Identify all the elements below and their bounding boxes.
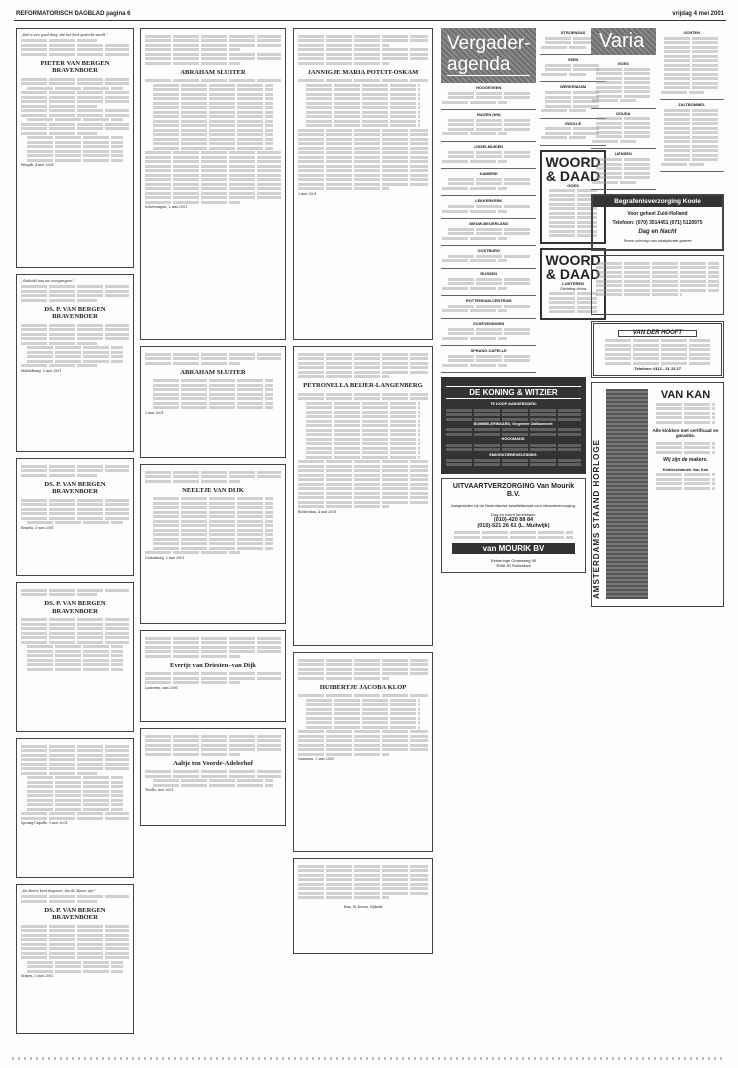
small-ads	[591, 255, 724, 315]
list-item: ZALTBOMMEL	[660, 100, 725, 172]
koning-witzier-ad: DE KONING & WITZIER TE KOOP AANGEBODEN: BOMMELERWAARD, Ongeveer Zaltbommel: HOOGMADE: EMIGRATIEBEGELEIDING:	[441, 377, 586, 474]
woord-en-daad-ad-lunteren: WOORD & DAAD LUNTEREN Stichting Hoha	[540, 248, 605, 320]
notice-10	[140, 630, 286, 722]
notice-place: Culemborg, 2 mei 2001	[145, 555, 185, 560]
notice-name: DS. P. VAN BERGEN BRAVENBOER	[44, 305, 106, 320]
notice-place: Lunteren, mei 2001	[145, 685, 179, 690]
notice-8	[140, 346, 286, 458]
notice-name: HUIBERTJE JACOBA KLOP	[319, 683, 407, 691]
notice-6	[16, 884, 134, 1034]
notice-name: DS. P. VAN BERGEN BRAVENBOER	[44, 600, 106, 615]
notice-place: 2 mei 2001	[145, 410, 164, 415]
notice-13	[293, 346, 433, 646]
list-item: NIEUW-BEIJERLAND	[441, 219, 536, 246]
clock-photo	[606, 389, 648, 599]
notice-quote: „Gedenkt aan uw voorgangers."	[21, 279, 75, 283]
notice-name: DS. P. VAN BERGEN BRAVENBOER	[44, 480, 106, 495]
varia-column	[591, 28, 724, 1046]
page-footer-rule	[12, 1057, 726, 1060]
notice-2	[16, 274, 134, 452]
list-item: LIENDEN	[591, 149, 656, 190]
notice-name: ABRAHAM SLUITER	[180, 68, 246, 76]
notice-place: Strijen, 3 mei 2001	[21, 974, 54, 978]
list-item: ZWOLLE	[540, 119, 605, 146]
notice-name: Evertje van Driesten–van Dijk	[170, 661, 256, 669]
varia-banner: Varia	[591, 28, 656, 55]
notice-14	[293, 652, 433, 852]
notice-3	[16, 458, 134, 576]
list-item: OOSTBURG	[441, 246, 536, 269]
notices-column-2	[140, 28, 286, 1046]
woord-en-daad-ad-goes: WOORD & DAAD GOES	[540, 150, 605, 244]
list-item: IJSSELMUIDEN	[441, 142, 536, 169]
list-item: GOUDA	[591, 109, 656, 150]
list-item: SPRANG-CAPELLE	[441, 346, 536, 373]
van-kan-ad: AMSTERDAMS STAAND HORLOGE VAN KAN Alle klokken met certificaat en garantie. Wij zijn de makers. Klokkenfabriek Van Kan	[591, 382, 724, 607]
notice-place: 2 mei 2001	[298, 191, 317, 196]
varia-list	[591, 59, 656, 190]
list-item: ROTTERDAM-CENTRUM	[441, 296, 536, 319]
newspaper-name: REFORMATORISCH DAGBLAD pagina 6	[16, 11, 131, 17]
notice-name: DS. P. VAN BERGEN BRAVENBOER	[44, 906, 106, 921]
notice-quote: „Het is een goed ding, dat het hart gesterkt wordt."	[21, 33, 108, 37]
notice-place: Twello, mei 2001	[145, 788, 174, 792]
notice-12	[293, 28, 433, 340]
van-der-hooft-ad: VAN DER HOOFT Telefoon: 0113 - 31 13 17	[591, 321, 724, 378]
notice-place: Rotterdam, 4 mei 2001	[298, 509, 337, 514]
notice-place: Gameren, 2 mei 2001	[298, 757, 335, 761]
list-item: LEKKERKERK	[441, 196, 536, 219]
notice-4	[16, 582, 134, 732]
koole-ad: Begrafenisverzorging Koole Voor geheel Zuid-Holland Telefoon: (070) 3514451 (071) 5120975 Dag en Nacht Teven schroop van uitstijdonde granen	[591, 194, 724, 251]
van-mourik-ad: UITVAARTVERZORGING Van Mourik B.V. Aangesloten bij de Nederlandse kwaliteitsraad voor uitvaartverzorging. Dag en nacht bereikbaar: (010)-420 88 84 (010)-521 26 61 (L. Muilwijk) van MOURIK BV Kerkeringh Onnesweg 50 3068 JR Rotterdam	[441, 478, 586, 573]
list-item: HOOGEVEEN	[441, 83, 536, 110]
notice-name: PETRONELLA BEIJER-LANGENBERG	[303, 382, 423, 389]
list-item: OCHTEN	[660, 28, 725, 100]
notice-place: Ermelo, 3 mei 2001	[21, 525, 54, 530]
notice-name: PIETER VAN BERGEN BRAVENBOER	[40, 59, 110, 74]
list-item: SCHEVENINGEN	[441, 319, 536, 346]
page-header	[14, 9, 726, 21]
notice-name: JANNIGJE MARIA POTUIT-OSKAM	[307, 68, 419, 76]
notice-5	[16, 738, 134, 878]
notice-11	[140, 728, 286, 826]
vertical-caption: AMSTERDAMS STAAND HORLOGE	[592, 439, 601, 600]
notice-quote: „De Heere kent degenen, die de Zijnen zijn."	[21, 889, 96, 893]
vergader-agenda-banner: Vergader-agenda	[441, 28, 536, 83]
notice-1	[16, 28, 134, 268]
list-item: WERKENDAM	[540, 82, 605, 118]
notice-name: NEELTJE VAN DIJK	[182, 486, 244, 494]
list-item: HUIZEN (NH)	[441, 110, 536, 142]
notice-place: Waspik, 4 mei 2001	[21, 163, 54, 167]
list-item: GOES	[591, 59, 656, 109]
notice-15	[293, 858, 433, 954]
notice-name: Aaltje ten Voorde-Adelerhof	[173, 759, 253, 767]
notice-place: Sprang-Capelle, 3 mei 2001	[21, 821, 68, 825]
list-item: VEEN	[540, 55, 605, 82]
van-mourik-logo: van MOURIK BV	[452, 543, 575, 554]
notice-place: Middelburg, 3 mei 2001	[21, 368, 62, 373]
notice-place: Schevenigen, 2 mei 2001	[145, 205, 188, 209]
list-item: KAMERIK	[441, 169, 536, 196]
issue-date: vrijdag 4 mei 2001	[672, 11, 724, 17]
notice-7	[140, 28, 286, 340]
list-item: RIJSSEN	[441, 269, 536, 296]
notice-9	[140, 464, 286, 624]
varia-list-2	[660, 28, 725, 172]
notices-column-1	[16, 28, 134, 1046]
list-item: STRIJENSAS	[540, 28, 605, 55]
notice-place: Fam. W. Kroon, Nijkerk	[343, 905, 383, 909]
notices-column-3	[293, 28, 433, 1046]
agenda-list	[441, 83, 536, 373]
notice-name: ABRAHAM SLUITER	[180, 368, 246, 376]
